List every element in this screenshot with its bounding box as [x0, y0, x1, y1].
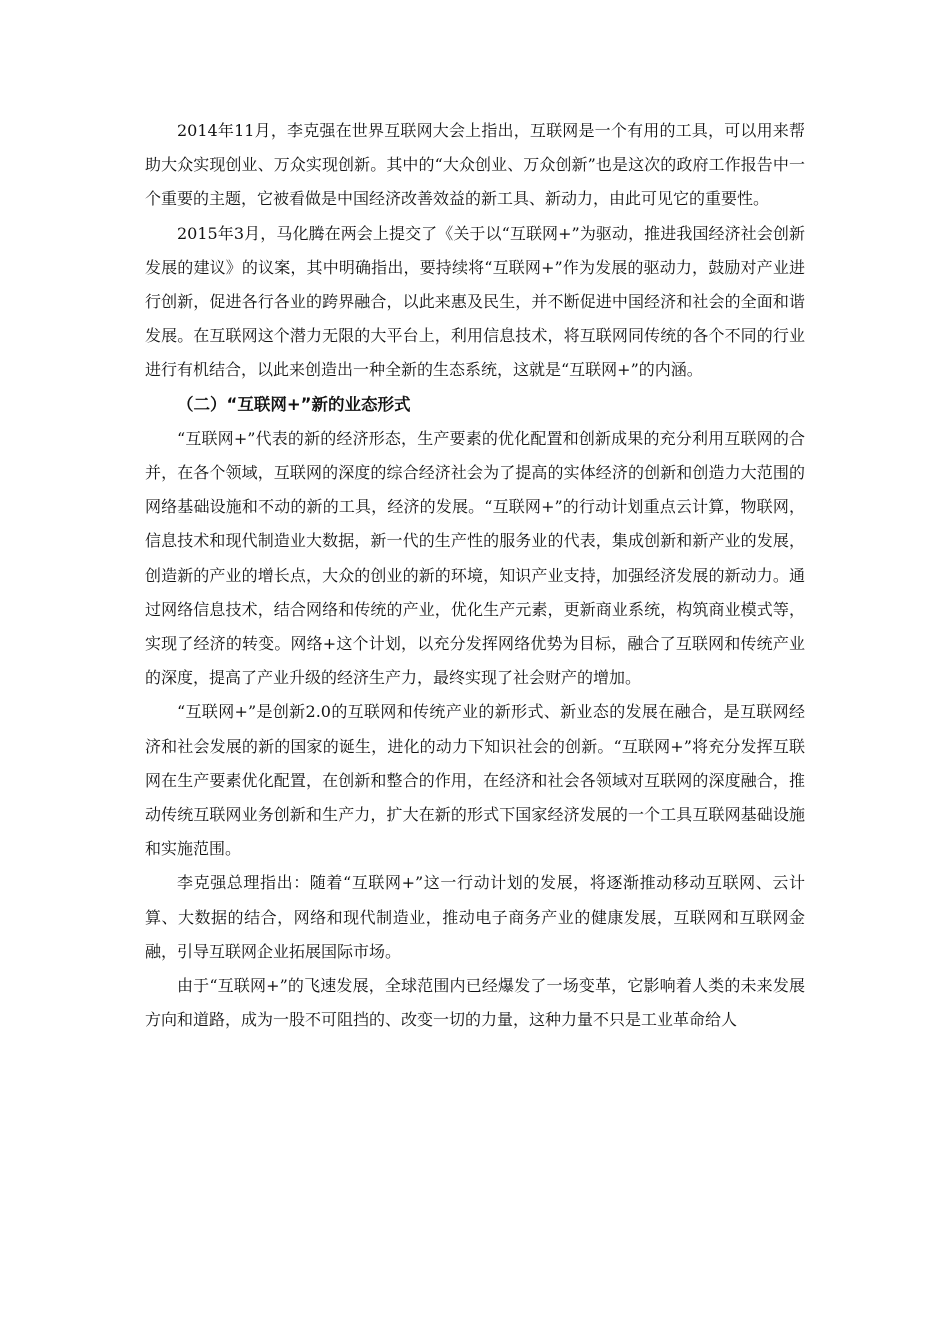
paragraph-new-economic-form: “互联网+”代表的新的经济形态，生产要素的优化配置和创新成果的充分利用互联网的合并，在各个领域，互联网的深度的综合经济社会为了提高的实体经济的创新和创造力大范围的网络基础设施和不动的新的工具，经济的发展。“互联网+”的行动计划重点云计算，物联网，信息技术和现代制造业大数据，新一代的生产性的服务业的代表，集成创新和新产业的发展，创造新的产业的增长点，大众的创业的新的环境，知识产业支持，加强经济发展的新动力。通过网络信息技术，结合网络和传统的产业，优化生产元素，更新商业系统，构筑商业模式等，实现了经济的转变。网络+这个计划，以充分发挥网络优势为目标，融合了互联网和传统产业的深度，提高了产业升级的经济生产力，最终实现了社会财产的增加。 [145, 428, 805, 688]
paragraph-global-change: 由于“互联网+”的飞速发展，全球范围内已经爆发了一场变革，它影响着人类的未来发展方向和道路，成为一股不可阻挡的、改变一切的力量，这种力量不只是工业革命给人 [145, 976, 805, 1030]
document-body [145, 114, 805, 1037]
paragraph-2014-summit: 2014年11月，李克强在世界互联网大会上指出，互联网是一个有用的工具，可以用来帮助大众实现创业、万众实现创新。其中的“大众创业、万众创新”也是这次的政府工作报告中一个重要的主题，它被看做是中国经济改善效益的新工具、新动力，由此可见它的重要性。 [145, 121, 805, 209]
paragraph-innovation-2-0: “互联网+”是创新2.0的互联网和传统产业的新形式、新业态的发展在融合，是互联网经济和社会发展的新的国家的诞生，进化的动力下知识社会的创新。“互联网+”将充分发挥互联网在生产要素优化配置，在创新和整合的作用，在经济和社会各领域对互联网的深度融合，推动传统互联网业务创新和生产力，扩大在新的形式下国家经济发展的一个工具互联网基础设施和实施范围。 [145, 702, 805, 859]
paragraph-2015-proposal: 2015年3月，马化腾在两会上提交了《关于以“互联网+”为驱动，推进我国经济社会创新发展的建议》的议案，其中明确指出，要持续将“互联网+”作为发展的驱动力，鼓励对产业进行创新，促进各行各业的跨界融合，以此来惠及民生，并不断促进中国经济和社会的全面和谐发展。在互联网这个潜力无限的大平台上，利用信息技术，将互联网同传统的各个不同的行业进行有机结合，以此来创造出一种全新的生态系统，这就是“互联网+”的内涵。 [145, 223, 805, 380]
section-heading: （二）“互联网+”新的业态形式 [177, 394, 411, 414]
paragraph-premier-remarks: 李克强总理指出：随着“互联网+”这一行动计划的发展，将逐渐推动移动互联网、云计算、大数据的结合，网络和现代制造业，推动电子商务产业的健康发展，互联网和互联网金融，引导互联网企业拓展国际市场。 [145, 873, 805, 961]
